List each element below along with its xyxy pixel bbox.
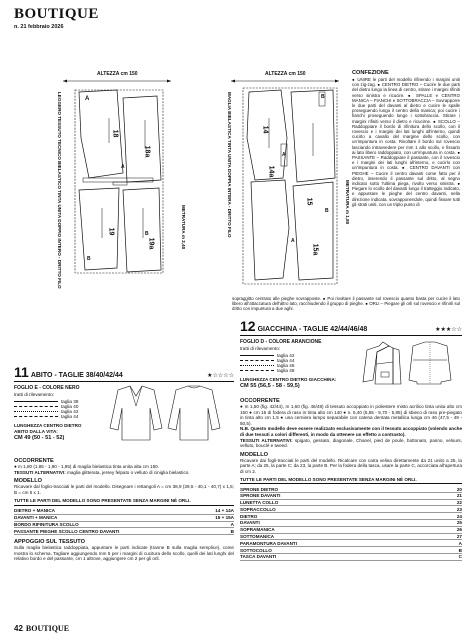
mark-b-2: B xyxy=(87,256,91,262)
piece-number: 24 xyxy=(444,513,462,520)
item-11-note: TUTTE LE PARTI DEL MODELLO SONO PRESENTATE SENZA MARGINI NÉ ORLI. xyxy=(14,498,234,506)
piece-name: SOTTOMANICA xyxy=(240,533,444,540)
piece-name: PASSANTE PIEGHE SCOLLO CENTRO DAVANTI xyxy=(14,528,201,535)
item-11-number: 11 xyxy=(14,364,29,380)
piece-label-19a: 19a xyxy=(147,237,155,250)
jacket-sketch-icon xyxy=(355,340,455,406)
item-11-difficulty: ★☆☆☆☆ xyxy=(207,373,234,379)
piece-name: DAVANTI xyxy=(240,520,444,527)
mark-a-4: A xyxy=(291,238,295,244)
piece-number: 20 xyxy=(444,486,462,492)
piece-number: 14 + 14A xyxy=(201,508,234,514)
piece-label-14a: 14a xyxy=(267,165,275,178)
piece-name: SOTTOCOLLO xyxy=(240,547,444,554)
item-11-modello: Ricavare dal foglio-tracciati le parti del modello. Disegnare i rettangoli A = cm 38,9 (39,5 - 40,1 - 40,7) x 1,5; B = cm 5 x 1. xyxy=(14,484,234,495)
piece-name: LUNETTA COLLO xyxy=(240,499,444,506)
item-12-lunghezza-value: CM 55 (56,5 - 58 - 59,5) xyxy=(240,382,300,389)
item-12-size-2: taglia 46 xyxy=(277,363,295,369)
item-11-pieces-table xyxy=(14,508,234,535)
piece-row xyxy=(240,533,462,540)
footer-brand: BOUTIQUE xyxy=(25,624,70,633)
diagram-2-fabric-label: MAGLIA BIELASTICA TINTA UNITA DOPPIA INTERA - DRITTO FILO xyxy=(227,92,232,238)
item-12-pieces-table xyxy=(240,486,462,561)
item-11-lunghezza: LUNGHEZZA CENTRO DIETRO ABITO DALLA VITA: xyxy=(14,423,82,434)
piece-name: DIETRO xyxy=(240,513,444,520)
diagram-2-svg xyxy=(225,78,341,288)
item-12-occorrente-title: OCCORRENTE xyxy=(240,398,280,404)
item-11-foglio: FOGLIO E - COLORE NERO xyxy=(14,385,80,391)
piece-label-15a: 15a xyxy=(311,243,319,256)
piece-number: 22 xyxy=(444,499,462,506)
item-11-tessuti-label: TESSUTI ALTERNATIVI: xyxy=(14,469,66,475)
piece-number: B xyxy=(201,528,234,535)
piece-label-14: 14 xyxy=(261,125,269,134)
diagram-2-yardage-label: METRATURA m 1,80 xyxy=(345,180,350,225)
piece-number: 26 xyxy=(444,526,462,533)
item-12-size-1: taglia 44 xyxy=(277,357,295,363)
piece-number: 21 xyxy=(444,492,462,499)
item-12-note: TUTTE LE PARTI DEL MODELLO SONO PRESENTATE SENZA MARGINI NÉ ORLI. xyxy=(240,477,462,485)
item-11-size-1: taglia 40 xyxy=(61,403,79,409)
piece-row xyxy=(240,547,462,554)
piece-number: 23 xyxy=(444,506,462,513)
page-footer xyxy=(14,624,69,633)
piece-row xyxy=(240,553,462,560)
item-12-occorrente: ● m 1,50 (fig. 42/44), m 1,60 (fig. 46/48) di tessuto accoppiato in poliestere misto acrilico tinta unita alto cm 150 ● cm 15 di fodera di raso in tinta alto cm 140 ● n. 5,40 (5,55 - 5,70 - 5,85) di sbieco di raso pre-piegato in tinta alto cm 1,5 ● una cerniera lampo separabile con catena dentata metallica lunga cm 46 (47,5 - 49 - 50,5). xyxy=(240,404,462,426)
item-12-size-0: taglia 42 xyxy=(277,352,295,358)
diagram-1-fabric-label: LEGGERO TESSUTO TECNICO BIELASTICO TINTA UNITA DOPPIO INTERO - DRITTO FILO xyxy=(57,92,62,289)
mark-b-3: B xyxy=(321,94,325,100)
piece-label-18: 18 xyxy=(111,129,119,138)
brand-logo: BOUTIQUE xyxy=(14,6,99,22)
item-12-number: 12 xyxy=(240,318,256,334)
piece-row xyxy=(240,520,462,527)
item-11-tessuti: maglia glitterata, jersey felpato o velluto di ciniglia bielastico. xyxy=(67,469,190,475)
piece-number: 25 xyxy=(444,520,462,527)
piece-row xyxy=(240,492,462,499)
item-11-modello-title: MODELLO xyxy=(14,478,42,485)
piece-name: PARAMONTURA DAVANTI xyxy=(240,540,444,547)
issue-date: n. 21 febbraio 2026 xyxy=(14,24,64,30)
page-number: 42 xyxy=(14,624,23,633)
item-11-appoggio-title: APPOGGIO SUL TESSUTO xyxy=(14,539,85,546)
item-11-appoggio: Sulla maglia bielastica raddoppiata, appuntare le parti indicate (tranne B sulla maglia semplice), come mostra lo schema. Tagliare aggiungendo mm 5 per i margini di cucitura dello scollo, quelli dei lati lunghi del relativo bordo e del passante, cm 1 altrove, aggiungere cm 2 per gli orli. xyxy=(14,545,234,562)
piece-number: C xyxy=(444,553,462,560)
piece-row xyxy=(14,521,234,528)
mark-b-1: B xyxy=(145,231,149,237)
item-11-occorrente-title: OCCORRENTE xyxy=(14,458,54,464)
item-12-lunghezza: LUNGHEZZA CENTRO DIETRO GIACCHINA: xyxy=(240,377,337,383)
confezione-body: ● UNIRE le parti del modello rifinendo i margini uniti con zig-zag. ● CENTRO DIETRO – Cucire le due parti del dietro lungo la linea di centro, stirare i margini rifiniti verso sinistra e ricucire. ● SPALLE e CENTRO MANICA – FIANCHI e SOTTOBRACCIA – Sovrapporre le due parti del davanti al dietro e cucire le spalle proseguendo lungo il centro della manica; poi cucire i fianchi proseguendo lungo i sottobraccia. Stirare i margini rifiniti verso il dietro e ricucirne. ● SCOLLO – Raddoppiare il bordo di rifinitura dello scollo, con il rovescio e i margini dei lati lunghi all'interno, quindi cucirlo a cavallo del margine dello scollo, con un'impuntura in costa. Rivoltare il bordo sul rovescio lasciando intravvedere per mm 1 allo scollo, e fissarlo ai lato libero raddoppiato, con un'impuntura in costa. ● PASSANTE – Raddoppiare il passante, con il rovescio e i margini dei lati lunghi all'interno, e cucirlo con un'impuntura in costa. ● CENTRO DAVANTI con PIEGHE – Cucire il centro davanti come fatto per il dietro, inserendo il passante sul dritto, al segno indicato sotto l'ultima piega, rivolto verso sinistra. ● Piegare lo scollo del davanti lungo il tratteggio indicato, e appuntare le pieghe del centro davanti, nella direzione indicata, sovrapponendole, quindi fissare tutti gli strati uniti, con un triplo punto di xyxy=(352,77,460,207)
piece-number: 15 + 15A xyxy=(201,514,234,521)
layout-diagram-1 xyxy=(57,71,173,278)
item-12-nb: N.B. Questo modello deve essere realizzato esclusivamente con il tessuto accoppiato (volendo anche di due tessuti a colori differenti, in modo da ottenere un effetto a contrasto). xyxy=(240,426,462,437)
item-11-details xyxy=(14,458,234,562)
item-12-tessuti: spigato, gessato, diagonale, Chanel, pied de poule, bottonato, panno, velours, velluto, bouclé e tweed. xyxy=(240,437,462,449)
piece-name: TASCA DAVANTI xyxy=(240,553,444,560)
mark-b-4: B xyxy=(325,208,329,214)
piece-number: A xyxy=(444,540,462,547)
item-11-size-2: taglia 42 xyxy=(61,409,79,415)
piece-name: SPRONE DAVANTI xyxy=(240,492,444,499)
piece-row xyxy=(240,513,462,520)
item-12-foglio: FOGLIO D - COLORE ARANCIONE xyxy=(240,339,322,345)
piece-name: DIETRO + MANICA xyxy=(14,508,201,514)
piece-row xyxy=(240,526,462,533)
confezione-section xyxy=(352,70,460,301)
piece-name: SOPRACCOLLO xyxy=(240,506,444,513)
layout-diagram-2 xyxy=(225,71,341,288)
mark-a-2: A xyxy=(121,164,125,170)
piece-name: SOPRAMANICA xyxy=(240,526,444,533)
piece-label-15: 15 xyxy=(305,197,313,206)
item-12-modello-title: MODELLO xyxy=(240,451,268,458)
dress-sketch-icon xyxy=(100,384,230,444)
item-12-modello: Ricavare dai fogli-tracciati le parti del modello. Ricalcare con carta velina direttamente da 21 unito a 25, la parte A; da 25, la parte C; da 23, la parte B. Per la fodera della tasca, usare la parte C, accorciata all'apertura di cm 2. xyxy=(240,457,463,474)
piece-name: SPRONE DIETRO xyxy=(240,486,444,492)
item-12-details xyxy=(240,398,462,561)
confezione-continued: sopraggitto centrato alle pieghe sovrapposte. ● Poi rivoltare il passante sul rovescio quanto basta per cucire il lato libero all'attaccatura dell'altro lato, racchiudendo il gruppo di pieghe. ● ORLI – Piegare gli orli sul rovescio e rifinirli sul dritto con impuntura a due aghi. xyxy=(232,296,460,312)
piece-number: B xyxy=(444,547,462,554)
piece-row xyxy=(240,540,462,547)
confezione-title: CONFEZIONE xyxy=(352,70,389,76)
item-11-size-3: taglia 44 xyxy=(61,414,79,420)
item-12-size-3: taglia 48 xyxy=(277,368,295,374)
item-12-tratti: tratti di rilevamento: xyxy=(240,346,281,351)
item-11-occorrente: ● m 1,80 (1,85 - 1,90 - 1,95) di maglia bielastica tinta unita alta cm 150. xyxy=(14,464,160,469)
piece-row xyxy=(240,506,462,513)
piece-row xyxy=(240,499,462,506)
dress-illustration xyxy=(100,384,230,449)
piece-number: 27 xyxy=(444,533,462,540)
piece-name: DAVANTI + MANICA xyxy=(14,514,201,521)
piece-label-19: 19 xyxy=(107,227,115,236)
item-12-tessuti-label: TESSUTI ALTERNATIVI: xyxy=(240,437,293,443)
mark-a-3: A xyxy=(282,152,286,158)
item-11-tratti: tratti di rilevamento: xyxy=(14,392,55,397)
piece-row xyxy=(14,528,234,535)
diagram-1-width-label: ALTEZZA cm 150 xyxy=(97,71,138,77)
item-11-size-0: taglia 38 xyxy=(61,398,79,404)
mark-a-1: A xyxy=(85,96,90,102)
piece-label-18a: 18a xyxy=(143,145,151,158)
piece-number: A xyxy=(201,521,234,528)
item-11-title: ABITO - TAGLIE 38/40/42/44 xyxy=(30,372,123,379)
diagram-1-svg xyxy=(57,78,173,278)
piece-name: BORDO RIFINITURA SCOLLO xyxy=(14,521,201,528)
item-11-lunghezza-value: CM 49 (50 - 51 - 52) xyxy=(14,434,65,441)
diagram-1-yardage-label: METRATURA m 2,40 xyxy=(181,205,186,250)
item-12-difficulty: ★★★☆☆ xyxy=(435,327,462,333)
piece-row xyxy=(14,514,234,521)
diagram-2-width-label: ALTEZZA cm 150 xyxy=(265,71,306,77)
item-12-title: GIACCHINA - TAGLIE 42/44/46/48 xyxy=(257,326,368,333)
